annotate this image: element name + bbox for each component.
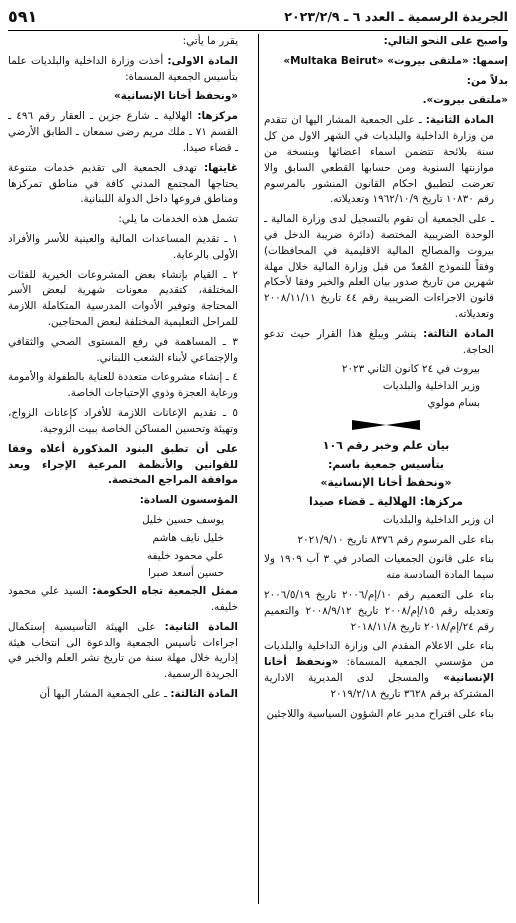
service-item: ٢ ـ القيام بإنشاء بعض المشروعات الخيرية للفئات المختلفة، كتقديم معونات شهرية لبعض الأسر المحتاجة وتوفير الأدوات المدرسية المتكاملة اللازمة للمراحل التعليمية المختلفة لبعض المحتاجين. — [8, 268, 238, 328]
hq-line: مركزها: الهلالية ـ شارع جزين ـ العقار رقم ٤٩٦ ـ القسم ٧١ ـ ملك مريم رضى سمعان ـ الطابق الأرضي ـ قضاء صيدا. — [8, 110, 238, 154]
service-item: ٤ ـ إنشاء مشروعات متعددة للعناية بالطفولة والأمومة ورعاية العجزة وذوي الإحتياجات الخاصة. — [8, 371, 238, 400]
founder-name: حسين أسعد صبرا — [148, 567, 224, 580]
notice-subtitle: بتأسيس جمعية باسم: — [327, 457, 445, 471]
page-number: ٥٩١ — [8, 6, 38, 26]
assoc-name: «ونحفظ أخانا الإنسانية» — [114, 90, 238, 103]
article-1: المادة الاولى: أخذت وزارة الداخلية والبلديات علما بتأسيس الجمعية المسماة: — [8, 54, 238, 83]
page-header — [8, 6, 508, 28]
notice-line: بناء على الاعلام المقدم الى وزارة الداخلية والبلديات من مؤسسي الجمعية المسماة: «ونحفظ أخانا الإنسانية» والمسجل لدى المديرية الادارية المشتركة برقم ٣٦٢٨ تاريخ ٢٠١٩/٢/١٨ — [264, 640, 494, 700]
service-item: ١ ـ تقديم المساعدات المالية والعينية للأسر والأفراد الأولى بالرعاية. — [8, 232, 238, 261]
notice-assoc-name: «ونحفظ أخانا الإنسانية» — [320, 476, 452, 490]
signature-date: بيروت في ٢٤ كانون الثاني ٢٠٢٣ — [341, 363, 480, 376]
right-column — [264, 34, 508, 904]
service-item: ٥ ـ تقديم الإعانات اللازمة للأفراد كإعانات الزواج، وتهيئة وتحسين المساكن الخاصة ببيت الزوجية. — [8, 407, 238, 435]
name-line: إسمها: «ملتقى بيروت» «Multaka Beirut» — [283, 54, 508, 67]
founders-title: المؤسسون السادة: — [139, 494, 238, 507]
minister-line: ان وزير الداخلية والبلديات — [383, 513, 494, 526]
header-rule — [8, 30, 508, 31]
left-article-2: المادة الثانية: على الهيئة التأسيسية إستكمال اجراءات تأسيس الجمعية والدعوة الى انتخاب هيئة إدارية خلال مهلة سنة من تاريخ نشر العلم والخبر في الجريدة الرسمية. — [8, 620, 238, 681]
law-line: بناء على قانون الجمعيات الصادر في ٣ آب ١٩٠٩ ولا سيما المادة السادسة منه — [264, 553, 494, 582]
gazette-title: الجريدة الرسمية ـ العدد ٦ ـ ٢٠٢٣/٢/٩ — [284, 9, 508, 25]
circular-line: بناء على التعميم رقم ١٠/إم/٢٠٠٦ تاريخ ٢٠٠٦/٥/١٩ وتعديله رقم ١٥/إم/٢٠٠٨ تاريخ ٢٠٠٨/٩/١٢ والتعميم رقم ٢٤/إم/٢٠١٨ تاريخ ٢٠١٨/١١/٨ — [264, 589, 494, 633]
founder-name: خليل نايف هاشم — [152, 531, 224, 544]
notice-hq: مركزها: الهلالية ـ قضاء صيدا — [309, 495, 463, 509]
section-separator — [264, 420, 508, 430]
left-column — [8, 34, 252, 904]
instead-of-line: بدلاً من: — [466, 74, 508, 87]
decree-line: بناء على المرسوم رقم ٨٣٧٦ تاريخ ٢٠٢١/٩/١٠ — [297, 533, 494, 546]
founder-name: علي محمود خليفه — [146, 549, 224, 562]
tax-paragraph: ـ على الجمعية أن تقوم بالتسجيل لدى وزارة المالية ـ الوحدة الضريبية المختصة (دائرة ضريبة الدخل في بيروت والمصالح المالية الاقليمية في المحافظات) وفقاً للنموذج المُعدّ من قبل وزارة المالية خلال مهلة شهرين من تاريخ صدور بيان العلم والخبر وفقا لأحكام قانون الاجراءات الضريبية رقم ٤٤ تاريخ ٢٠٠٨/١١/١١ وتعديلاته. — [264, 213, 494, 320]
notice-title: بيان علم وخبر رقم ١٠٦ — [322, 438, 450, 452]
service-item: ٣ ـ المساهمة في رفع المستوى الصحي والثقافي والإجتماعي لأبناء الشعب اللبناني. — [8, 335, 238, 364]
services-intro: تشمل هذه الخدمات ما يلي: — [118, 213, 238, 226]
representative-line: ممثل الجمعية تجاه الحكومة: السيد علي محمود خليفه. — [8, 585, 239, 613]
decides-line: يقرر ما يأتي: — [182, 35, 238, 47]
article-3: المادة الثالثة: ينشر ويبلغ هذا القرار حيث تدعو الحاجة. — [264, 327, 494, 356]
signature-name: بسام مولوي — [427, 397, 480, 410]
left-article-3: المادة الثالثة: ـ على الجمعية المشار اليها أن — [39, 688, 238, 701]
article-2: المادة الثانية: ـ على الجمعية المشار اليها ان تتقدم من وزارة الداخلية والبلديات في الشهر الاول من كل سنة بلائحة تتضمن اسماء اعضائها وبنسخة من موازنتها السنوية ومن حسابها القطعي السابق والا تعرضت لتطبيق احكام القانون المنشور بالمرسوم رقم ١٠٨٣٠ تاريخ ١٩٦٢/١٠/٩ وتعديلاته. — [264, 114, 494, 206]
signature-role: وزير الداخلية والبلديات — [382, 380, 480, 393]
condition-paragraph: على أن تطبق البنود المذكورة أعلاه وفقا للقوانين والأنظمة المرعية الإجراء وبعد موافقة المراجع المختصة. — [8, 442, 238, 487]
intro-line: واصبح على النحو التالي: — [383, 35, 508, 47]
proposal-line: بناء على اقتراح مدير عام الشؤون السياسية واللاجئين — [266, 707, 494, 720]
old-name-line: «ملتقى بيروت». — [422, 94, 508, 107]
goal-line: غايتها: تهدف الجمعية الى تقديم خدمات متنوعة يحتاجها المجتمع المدني كافة في مناطق تمركزها ومناطق فروعها داخل الدولة اللبنانية. — [8, 161, 238, 206]
founder-name: يوسف حسين خليل — [142, 513, 224, 526]
